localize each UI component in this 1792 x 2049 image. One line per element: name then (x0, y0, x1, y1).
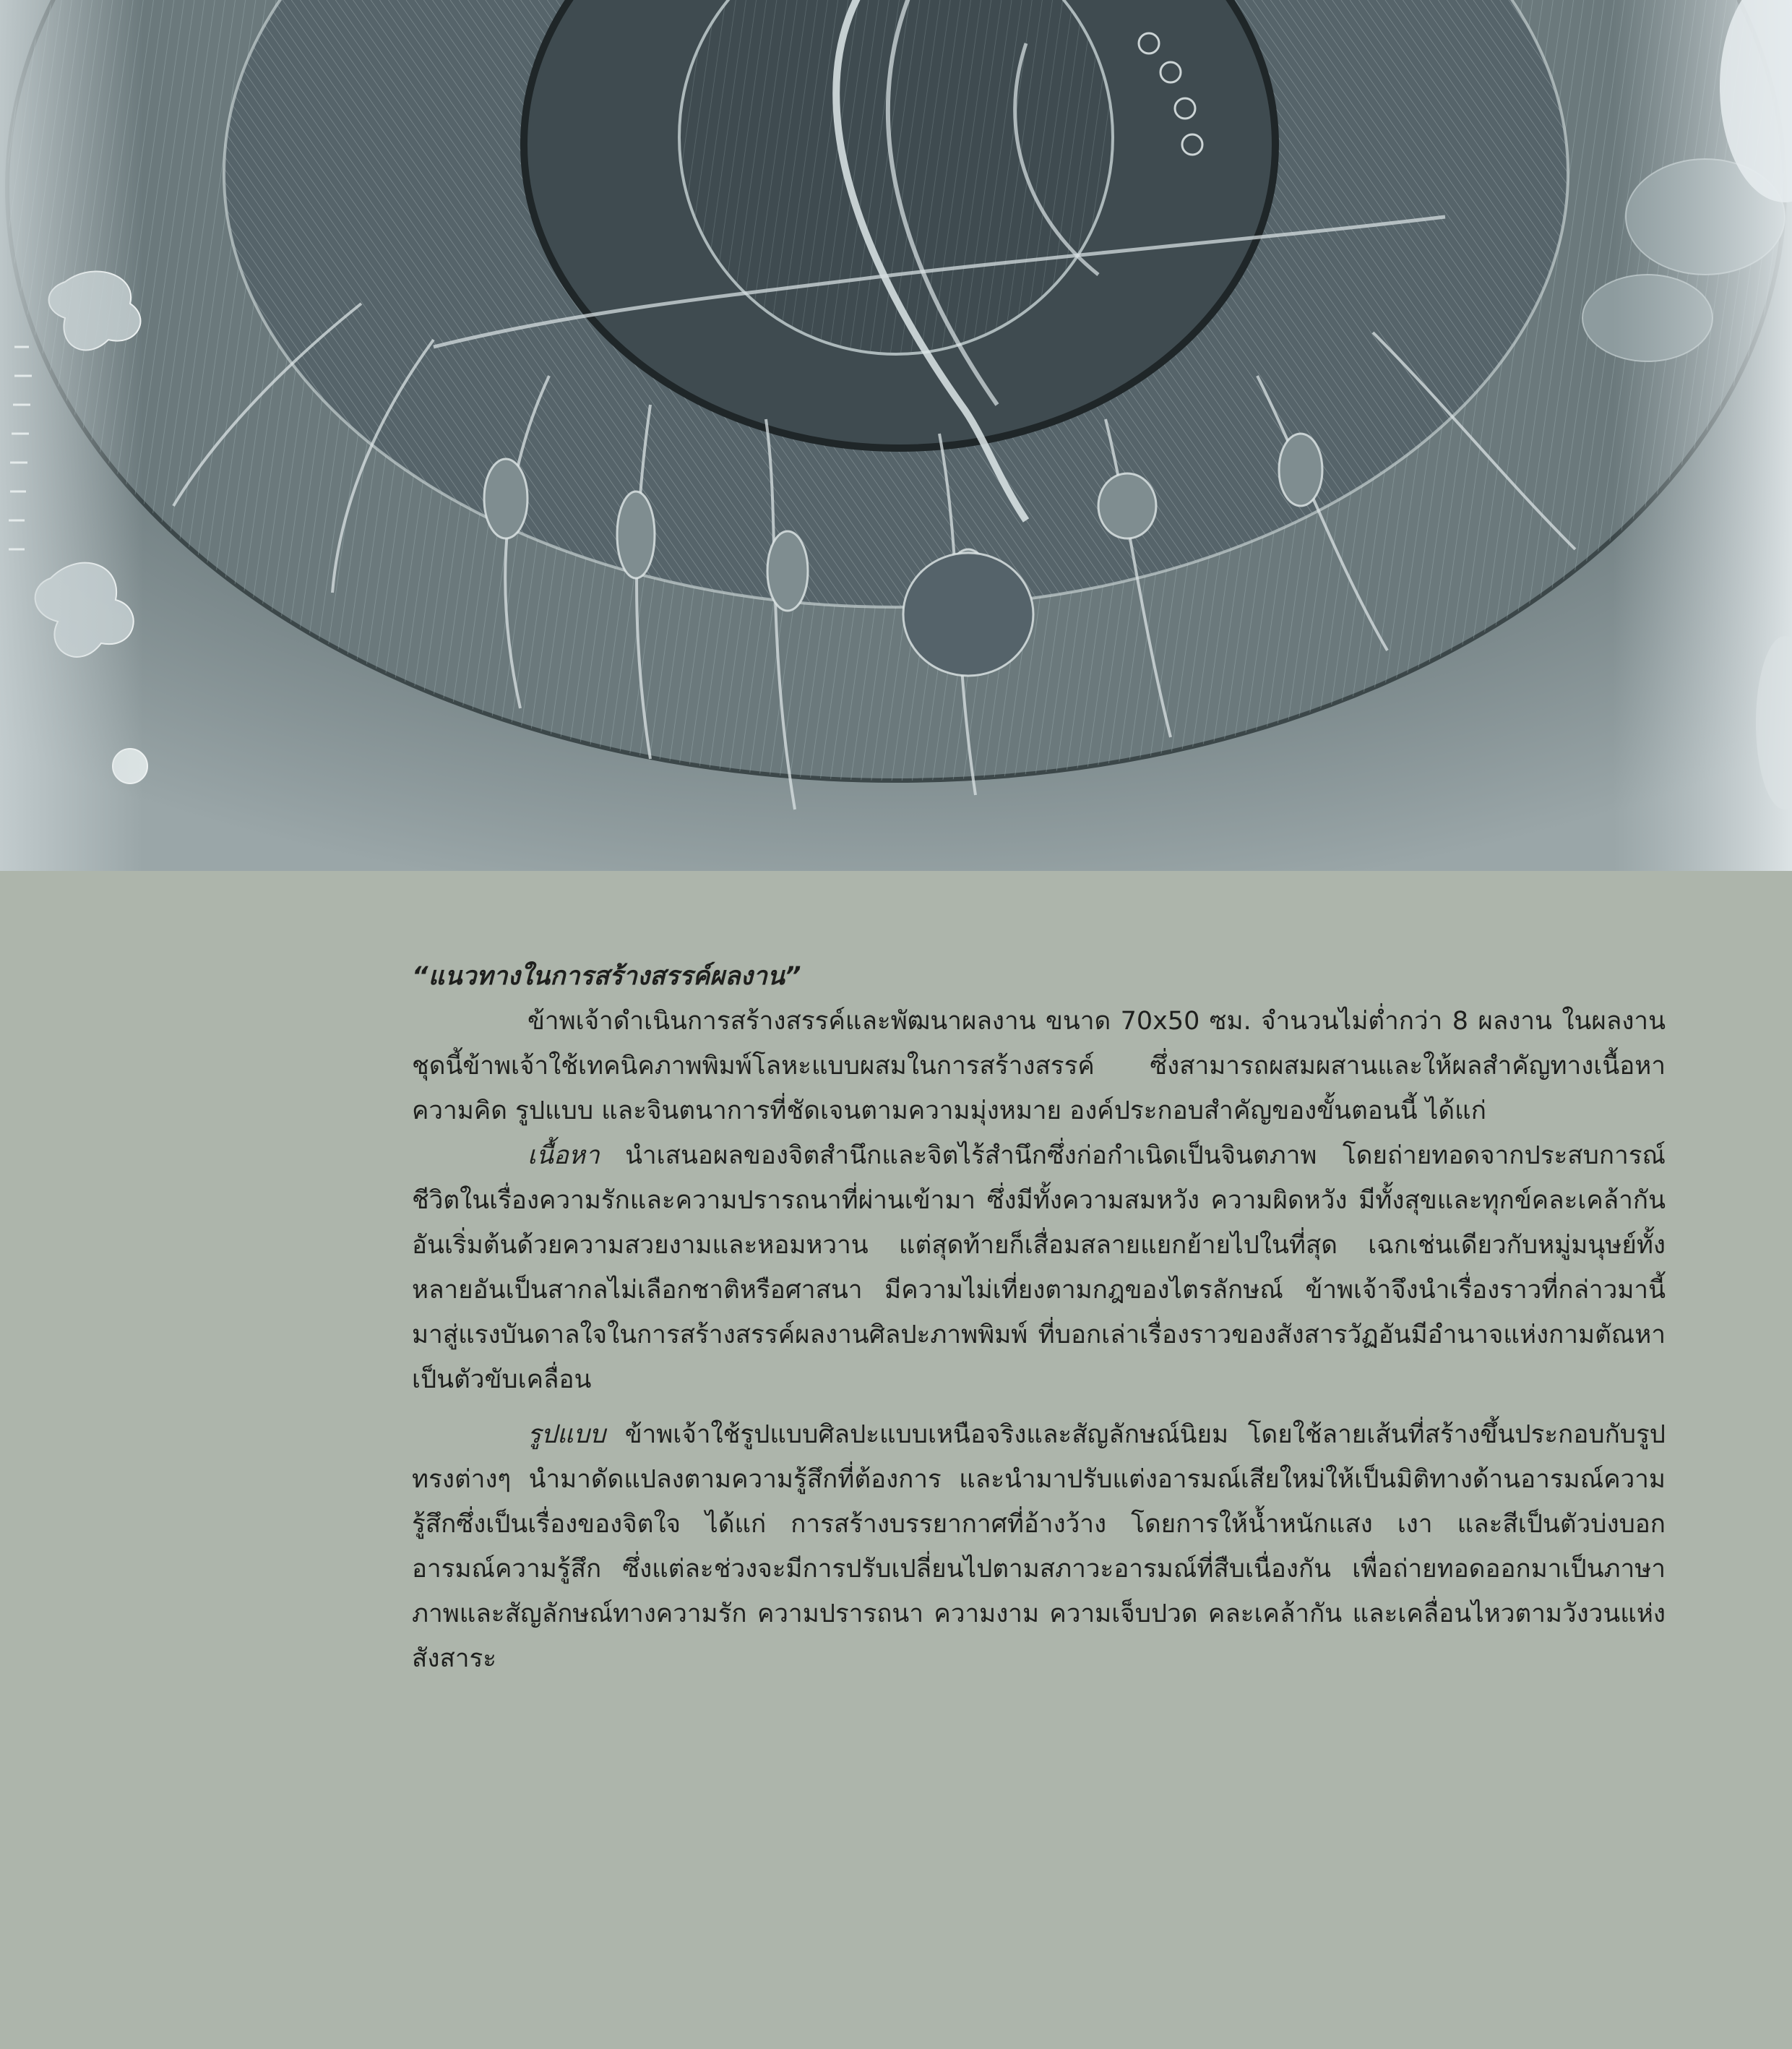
paragraph-lead-term: เนื้อหา (527, 1141, 600, 1170)
essay-title: “แนวทางในการสร้างสรรค์ผลงาน” (412, 962, 801, 991)
paragraph-text: ข้าพเจ้าใช้รูปแบบศิลปะแบบเหนือจริงและสัญลักษณ์นิยม โดยใช้ลายเส้นที่สร้างขึ้นประกอบกับรูปทรงต่างๆ นำมาดัดแปลงตามความรู้สึกที่ต้องการ และนำมาปรับแต่งอารมณ์เสียใหม่ให้เป็นมิติทางด้านอารมณ์ความรู้สึกซึ่งเป็นเรื่องของจิตใจ ได้แก่ การสร้างบรรยากาศที่อ้างว้าง โดยการให้น้ำหนักแสง เงา และสีเป็นตัวบ่งบอกอารมณ์ความรู้สึก ซึ่งแต่ละช่วงจะมีการปรับเปลี่ยนไปตามสภาวะอารมณ์ที่สืบเนื่องกัน เพื่อถ่ายทอดออกมาเป็นภาษาภาพและสัญลักษณ์ทางความรัก ความปรารถนา ความงาม ความเจ็บปวด คละเคล้ากัน และเคลื่อนไหวตามวังวนแห่งสังสาระ (412, 1420, 1666, 1673)
essay-paragraph-form (412, 1412, 1666, 1681)
paragraph-text: ข้าพเจ้าดำเนินการสร้างสรรค์และพัฒนาผลงาน ขนาด 70x50 ซม. จำนวนไม่ต่ำกว่า 8 ผลงาน ในผลงานชุดนี้ข้าพเจ้าใช้เทคนิคภาพพิมพ์โลหะแบบผสมในการสร้างสรรค์ ซึ่งสามารถผสมผสานและให้ผลสำคัญทางเนื้อหา ความคิด รูปแบบ และจินตนาการที่ชัดเจนตามความมุ่งหมาย องค์ประกอบสำคัญของขั้นตอนนี้ ได้แก่ (412, 1007, 1666, 1125)
paragraph-text: นำเสนอผลของจิตสำนึกและจิตไร้สำนึกซึ่งก่อกำเนิดเป็นจินตภาพ โดยถ่ายทอดจากประสบการณ์ชีวิตในเรื่องความรักและความปรารถนาที่ผ่านเข้ามา ซึ่งมีทั้งความสมหวัง ความผิดหวัง มีทั้งสุขและทุกข์คละเคล้ากัน อันเริ่มต้นด้วยความสวยงามและหอมหวาน แต่สุดท้ายก็เสื่อมสลายแยกย้ายไปในที่สุด เฉกเช่นเดียวกับหมู่มนุษย์ทั้งหลายอันเป็นสากลไม่เลือกชาติหรือศาสนา มีความไม่เที่ยงตามกฎของไตรลักษณ์ ข้าพเจ้าจึงนำเรื่องราวที่กล่าวมานี้มาสู่แรงบันดาลใจในการสร้างสรรค์ผลงานศิลปะภาพพิมพ์ ที่บอกเล่าเรื่องราวของสังสารวัฏอันมีอำนาจแห่งกามตัณหาเป็นตัวขับเคลื่อน (412, 1141, 1666, 1394)
essay-paragraph-intro (412, 999, 1666, 1133)
essay-text-block (412, 954, 1666, 1681)
paragraph-lead-term: รูปแบบ (527, 1420, 606, 1449)
etching-illustration (0, 0, 1792, 871)
essay-paragraph-content (412, 1133, 1666, 1402)
artwork-photo (0, 0, 1792, 871)
